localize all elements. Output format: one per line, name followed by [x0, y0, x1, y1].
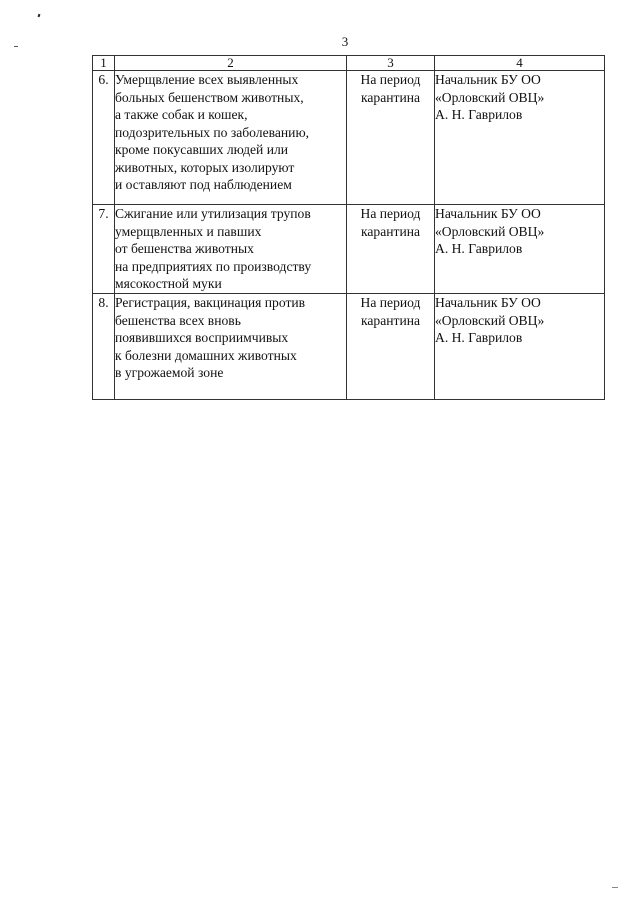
row-period: На период карантина	[347, 294, 435, 400]
table-row	[93, 205, 605, 294]
page-number: 3	[341, 34, 349, 49]
measures-table	[92, 55, 605, 400]
row-responsible: Начальник БУ ОО «Орловский ОВЦ» А. Н. Гаврилов	[435, 294, 605, 400]
row-task: Регистрация, вакцинация против бешенства всех вновь появившихся восприимчивых к болезни домашних животных в угрожаемой зоне	[115, 294, 347, 400]
row-responsible: Начальник БУ ОО «Орловский ОВЦ» А. Н. Гаврилов	[435, 71, 605, 205]
table-header-row	[93, 56, 605, 71]
row-period: На период карантина	[347, 205, 435, 294]
header-col-2: 2	[115, 56, 347, 71]
scan-mark	[612, 887, 618, 888]
table-row	[93, 71, 605, 205]
row-number: 7.	[93, 205, 115, 294]
header-col-3: 3	[347, 56, 435, 71]
header-col-1: 1	[93, 56, 115, 71]
row-task: Умерщвление всех выявленных больных бешенством животных, а также собак и кошек, подозрительных по заболеванию, кроме покусавших людей или животных, которых изолируют и оставляют под наблюдением	[115, 71, 347, 205]
scan-speck	[38, 14, 41, 18]
table-row	[93, 294, 605, 400]
row-task: Сжигание или утилизация трупов умерщвленных и павших от бешенства животных на предприятиях по производству мясокостной муки	[115, 205, 347, 294]
row-number: 6.	[93, 71, 115, 205]
header-col-4: 4	[435, 56, 605, 71]
row-responsible: Начальник БУ ОО «Орловский ОВЦ» А. Н. Гаврилов	[435, 205, 605, 294]
row-number: 8.	[93, 294, 115, 400]
row-period: На период карантина	[347, 71, 435, 205]
